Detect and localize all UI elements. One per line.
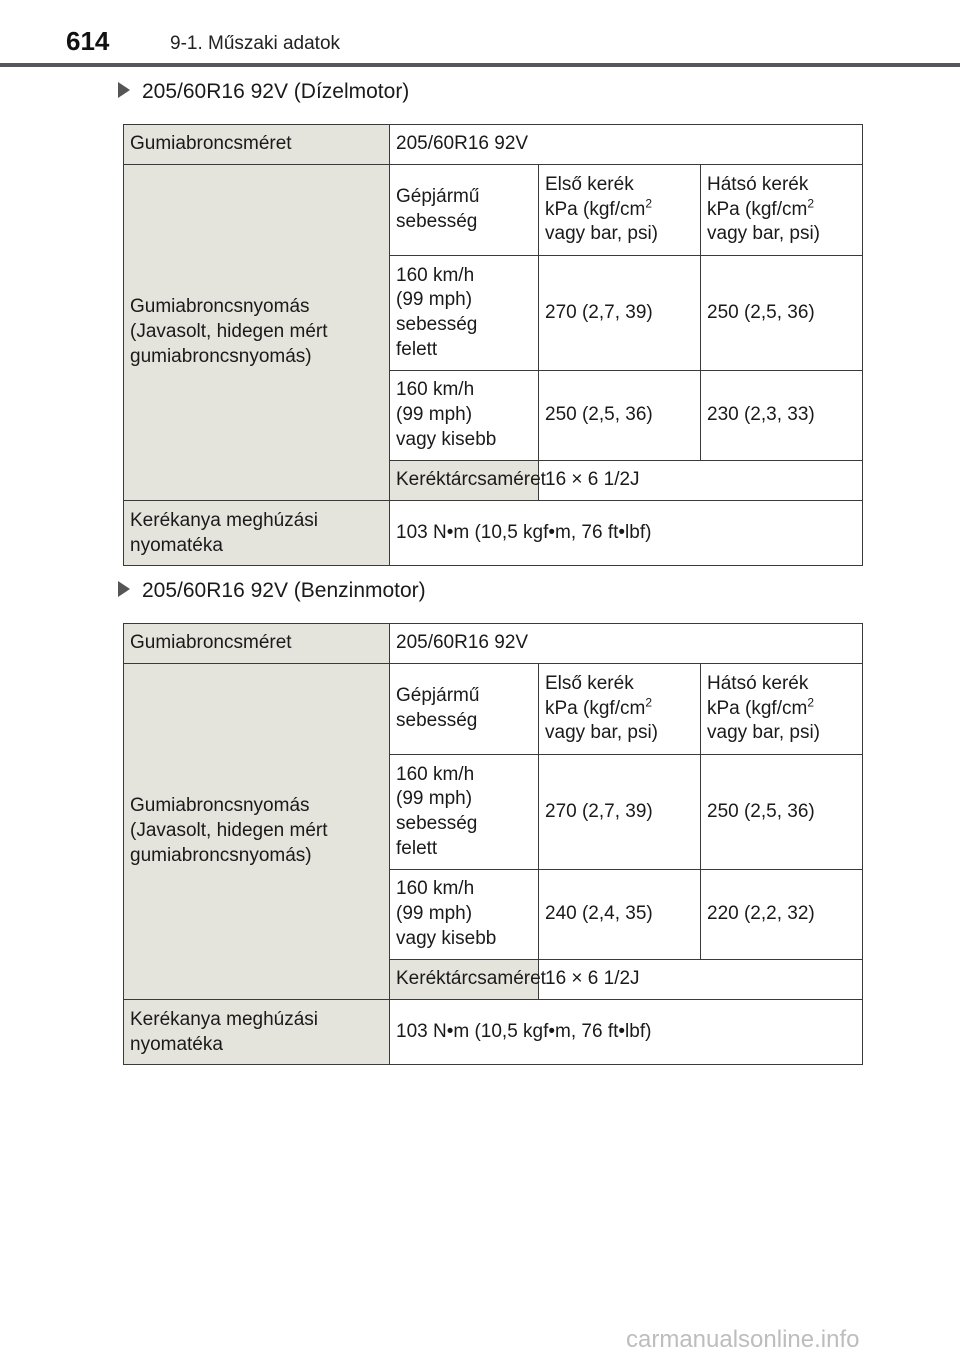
watermark-text: carmanualsonline.info	[626, 1326, 860, 1353]
rear-pressure-cell: 220 (2,2, 32)	[701, 870, 863, 960]
section-heading-text: 205/60R16 92V (Dízelmotor)	[142, 80, 410, 103]
tire-size-label: Gumiabroncsméret	[124, 624, 390, 664]
table-row	[124, 1000, 863, 1065]
front-pressure-cell: 270 (2,7, 39)	[539, 755, 701, 870]
table-row	[124, 125, 863, 165]
table-row	[124, 664, 863, 755]
torque-value: 103 N•m (10,5 kgf•m, 76 ft•lbf)	[390, 1000, 863, 1065]
rear-pressure-cell: 250 (2,5, 36)	[701, 755, 863, 870]
speed-cell: 160 km/h (99 mph) vagy kisebb	[390, 870, 539, 960]
section-heading-text: 205/60R16 92V (Benzinmotor)	[142, 579, 426, 602]
tire-size-value: 205/60R16 92V	[390, 624, 863, 664]
triangle-bullet-icon	[118, 82, 130, 98]
rear-pressure-cell: 250 (2,5, 36)	[701, 256, 863, 371]
section-heading-petrol	[118, 579, 426, 603]
front-pressure-cell: 270 (2,7, 39)	[539, 256, 701, 371]
chapter-title: 9-1. Műszaki adatok	[170, 33, 341, 54]
speed-cell: 160 km/h (99 mph) sebesség felett	[390, 755, 539, 870]
spec-table-petrol	[123, 623, 863, 1065]
speed-cell: 160 km/h (99 mph) sebesség felett	[390, 256, 539, 371]
section-heading-diesel	[118, 80, 409, 104]
tire-size-value: 205/60R16 92V	[390, 125, 863, 165]
torque-label: Kerékanya meghúzási nyomatéka	[124, 501, 390, 566]
tire-size-label: Gumiabroncsméret	[124, 125, 390, 165]
page-number: 614	[66, 26, 110, 56]
front-pressure-cell: 240 (2,4, 35)	[539, 870, 701, 960]
table-row	[124, 501, 863, 566]
speed-header: Gépjármű sebesség	[390, 165, 539, 256]
pressure-label: Gumiabroncsnyomás (Javasolt, hidegen mért gumiabroncsnyomás)	[124, 165, 390, 501]
speed-header: Gépjármű sebesség	[390, 664, 539, 755]
rear-pressure-cell: 230 (2,3, 33)	[701, 371, 863, 461]
table-row	[124, 624, 863, 664]
triangle-bullet-icon	[118, 581, 130, 597]
rim-size-label: Keréktárcsaméret	[390, 461, 539, 501]
rear-wheel-header: Hátsó kerék kPa ($kgf/cm^2$ vagy bar, psi)	[701, 165, 863, 256]
rim-size-label: Keréktárcsaméret	[390, 960, 539, 1000]
page-header	[0, 0, 960, 68]
torque-value: 103 N•m (10,5 kgf•m, 76 ft•lbf)	[390, 501, 863, 566]
front-wheel-header: Első kerék kPa ($kgf/cm^2$ vagy bar, psi)	[539, 664, 701, 755]
table-row	[124, 165, 863, 256]
rear-wheel-header: Hátsó kerék kPa ($kgf/cm^2$ vagy bar, psi)	[701, 664, 863, 755]
header-divider	[0, 63, 960, 67]
rim-size-value: 16 × 6 1/2J	[539, 461, 863, 501]
speed-cell: 160 km/h (99 mph) vagy kisebb	[390, 371, 539, 461]
torque-label: Kerékanya meghúzási nyomatéka	[124, 1000, 390, 1065]
spec-table-diesel	[123, 124, 863, 566]
rim-size-value: 16 × 6 1/2J	[539, 960, 863, 1000]
pressure-label: Gumiabroncsnyomás (Javasolt, hidegen mért gumiabroncsnyomás)	[124, 664, 390, 1000]
front-pressure-cell: 250 (2,5, 36)	[539, 371, 701, 461]
front-wheel-header: Első kerék kPa ($kgf/cm^2$ vagy bar, psi)	[539, 165, 701, 256]
